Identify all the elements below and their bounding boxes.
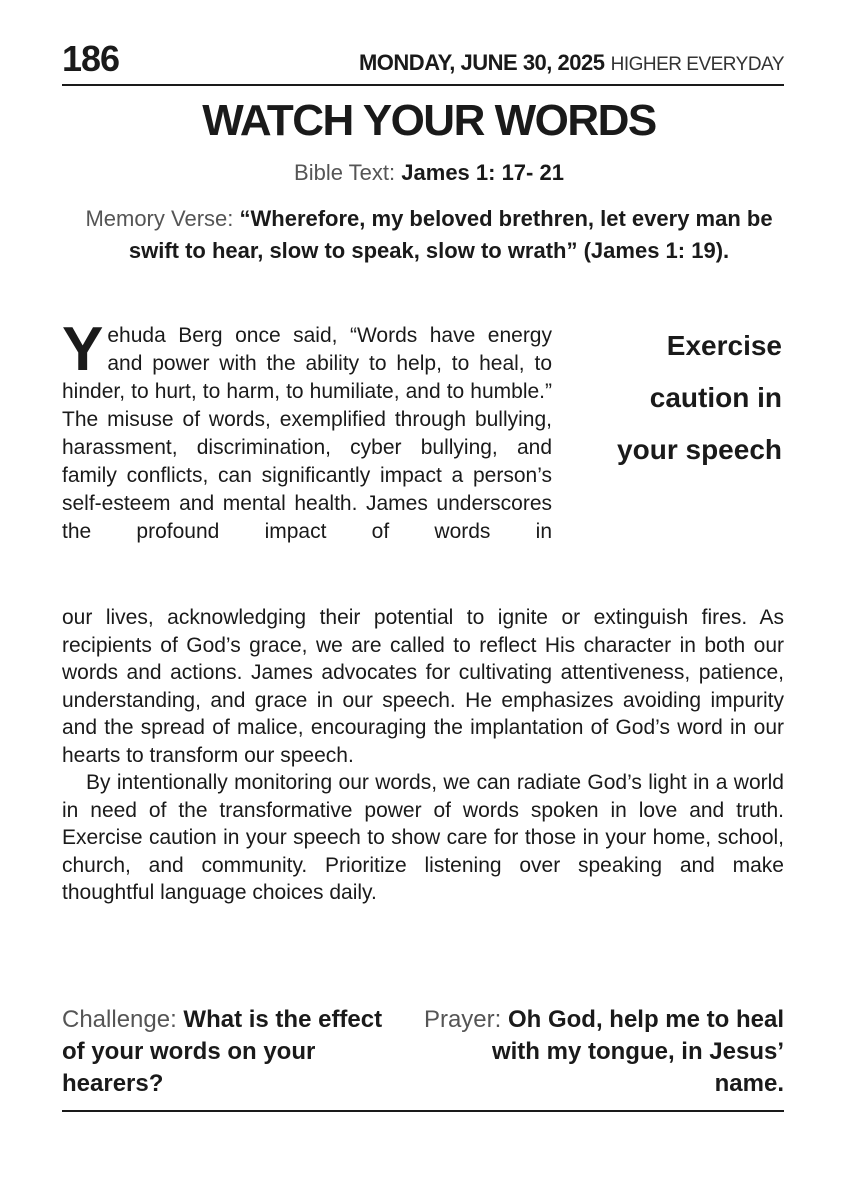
- footer-rule: [62, 1110, 784, 1112]
- memory-verse-text: “Wherefore, my beloved brethren, let every man be swift to hear, slow to speak, slow to wrath” (James 1: 19).: [128, 206, 773, 263]
- challenge-text: What is the effect of your words on your hearers?: [62, 1006, 383, 1097]
- drop-cap: Y: [62, 315, 104, 384]
- prayer-text: Oh God, help me to heal with my tongue, in Jesus’ name.: [491, 1006, 784, 1097]
- bible-text-reference: James 1: 17- 21: [401, 160, 564, 185]
- challenge: [62, 1004, 402, 1100]
- date: MONDAY, JUNE 30, 2025: [358, 50, 605, 75]
- prayer: [420, 1004, 784, 1100]
- bible-text-label: Bible Text:: [294, 160, 396, 185]
- body-column-text: ehuda Berg once said, “Words have energy and power with the ability to help, to heal, to hinder, to hurt, to harm, to humiliate, and to humble.” The misuse of words, exemplified through bullying, harassment, discrimination, cyber bullying, and family conflicts, can significantly impact a person’s self-esteem and mental health. James underscores the profound impact of words in: [62, 324, 552, 543]
- memory-verse-label: Memory Verse:: [85, 206, 234, 231]
- header-rule: [62, 84, 784, 86]
- date-header: [359, 50, 784, 76]
- prayer-label: Prayer:: [423, 1006, 502, 1033]
- memory-verse: [60, 203, 798, 267]
- body-text: [62, 604, 784, 907]
- body-column: [62, 315, 552, 546]
- pull-quote: Exercise caution in your speech: [617, 330, 782, 465]
- series-name: HIGHER EVERYDAY: [610, 54, 784, 75]
- body-paragraph-2: By intentionally monitoring our words, we can radiate God’s light in a world in need of the transformative power of words spoken in love and truth. Exercise caution in your speech to show care for those in your home, school, church, and community. Prioritize listening over speaking and make thoughtful language choices daily.: [62, 771, 784, 904]
- page-number: 186: [62, 38, 120, 79]
- page-title: WATCH YOUR WORDS: [202, 96, 656, 145]
- body-continuation: our lives, acknowledging their potential to ignite or extinguish fires. As recipients of God’s grace, we are called to reflect His character in both our words and actions. James advocates for cultivating attentiveness, patience, understanding, and grace in our speech. He emphasizes avoiding impurity and the spread of malice, encouraging the implantation of God’s word in our hearts to transform our speech.: [62, 606, 784, 767]
- challenge-label: Challenge:: [62, 1006, 177, 1033]
- bible-text: [0, 160, 858, 186]
